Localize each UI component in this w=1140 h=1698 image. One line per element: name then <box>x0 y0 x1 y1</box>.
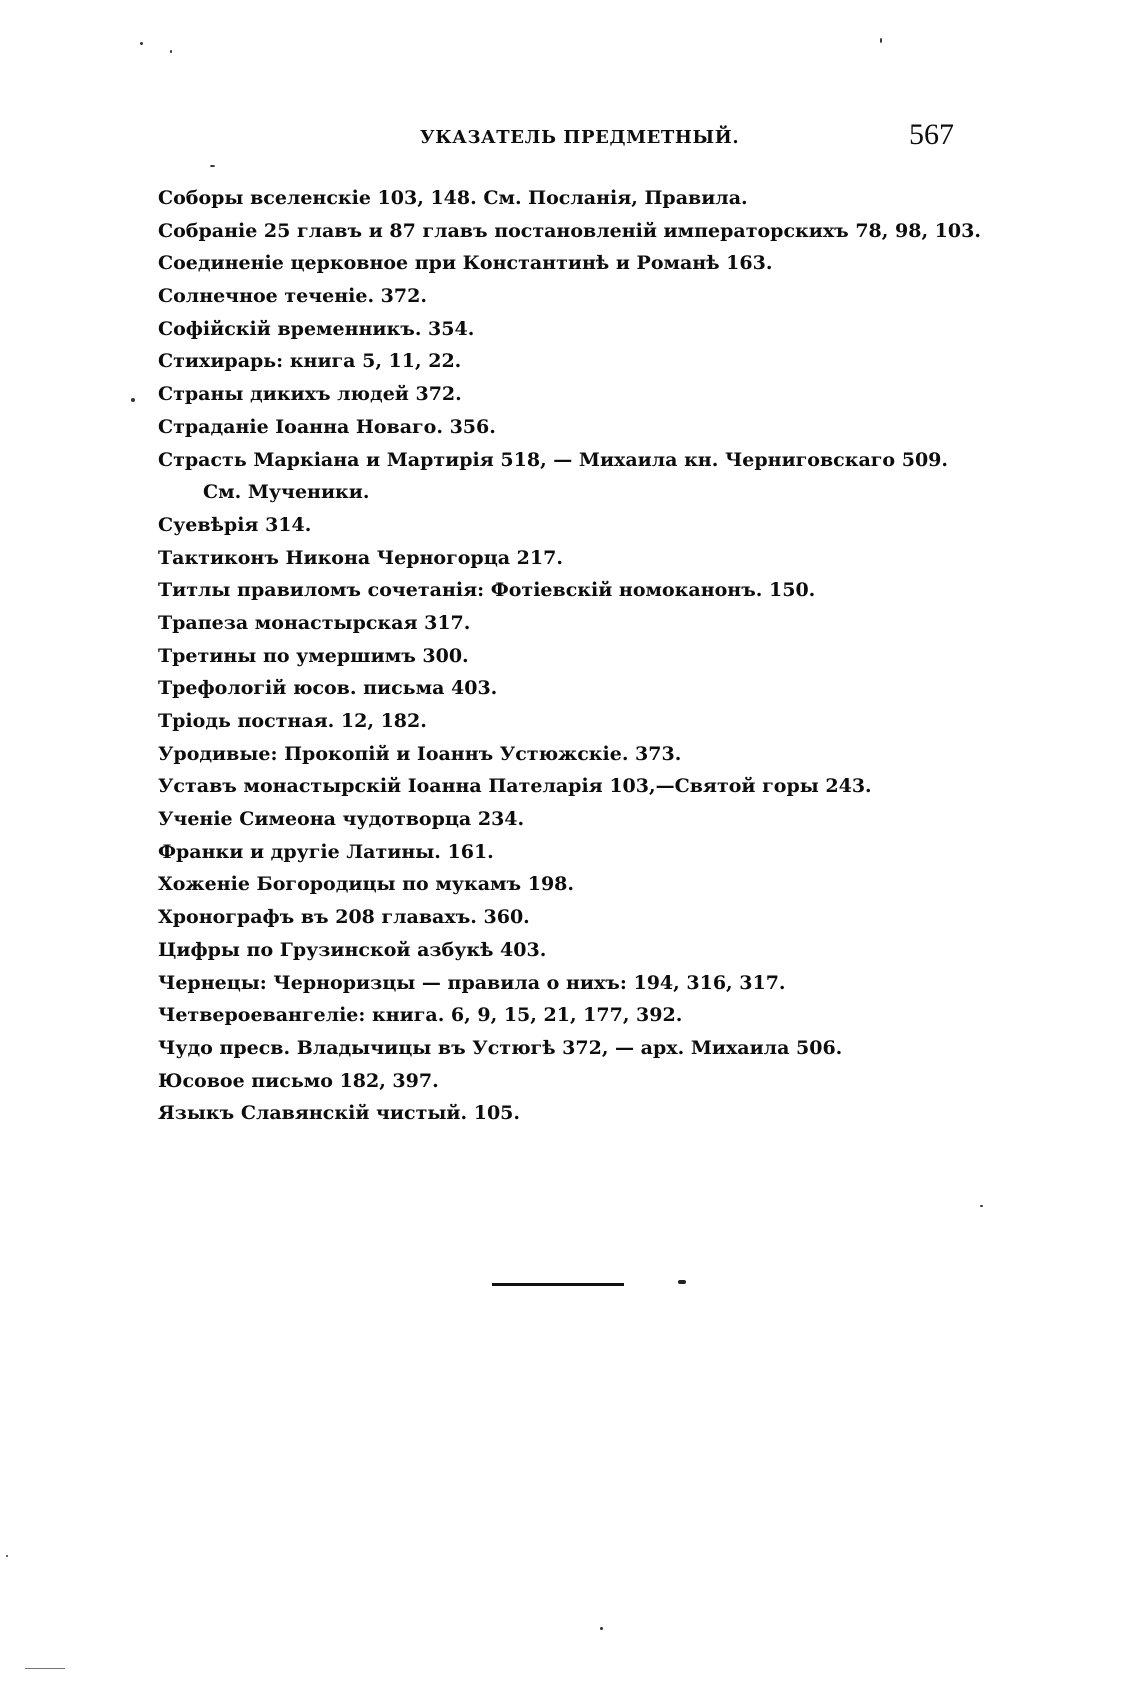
scan-speck <box>25 1668 65 1669</box>
index-entry-continuation: См. Мученики. <box>203 481 370 504</box>
index-entry: Тріодь постная. 12, 182. <box>158 710 427 732</box>
index-entry: Соединеніе церковное при Константинѣ и Романѣ 163. <box>158 252 773 275</box>
index-entry: Чудо пресв. Владычицы въ Устюгѣ 372, — арх. Михаила 506. <box>158 1036 843 1059</box>
index-entry: Хронографъ въ 208 главахъ. 360. <box>158 906 530 929</box>
index-entry: Титлы правиломъ сочетанія: Фотіевскій номоканонъ. 150. <box>158 579 816 602</box>
index-entry: Стихирарь: книга 5, 11, 22. <box>158 350 462 373</box>
scan-speck <box>210 165 215 167</box>
running-title: УКАЗАТЕЛЬ ПРЕДМЕТНЫЙ. <box>420 127 740 148</box>
scan-speck <box>131 398 135 402</box>
scan-speck <box>6 1555 8 1557</box>
index-entry: Четвероевангеліе: книга. 6, 9, 15, 21, 177, 392. <box>158 1004 683 1027</box>
index-entry: Тактиконъ Никона Черногорца 217. <box>158 546 563 569</box>
page-number: 567 <box>909 118 954 151</box>
index-entry: Трапеза монастырская 317. <box>158 611 471 634</box>
end-rule <box>492 1283 624 1286</box>
scan-speck <box>980 1205 983 1207</box>
index-entry: Соборы вселенскіе 103, 148. См. Посланія, Правила. <box>158 187 748 209</box>
index-entry: Языкъ Славянскій чистый. 105. <box>158 1102 521 1125</box>
index-entry: Третины по умершимъ 300. <box>158 644 469 667</box>
index-entry: Юсовое письмо 182, 397. <box>158 1069 439 1092</box>
scan-speck <box>600 1627 603 1630</box>
index-entry: Ученіе Симеона чудотворца 234. <box>158 808 525 831</box>
index-entry: Суевѣрія 314. <box>158 513 312 536</box>
scan-speck <box>140 42 143 45</box>
index-entry: Трефологій юсов. письма 403. <box>158 677 498 700</box>
index-entry: Уставъ монастырскій Іоанна Пателарія 103,—Святой горы 243. <box>158 775 872 798</box>
index-entry: Хоженіе Богородицы по мукамъ 198. <box>158 873 575 896</box>
index-entry: Собраніе 25 главъ и 87 главъ постановленій императорскихъ 78, 98, 103. <box>158 219 981 242</box>
index-entry: Софійскій временникъ. 354. <box>158 317 475 340</box>
index-entry: Цифры по Грузинской азбукѣ 403. <box>158 938 547 961</box>
scan-speck <box>170 50 172 53</box>
index-entry: Страсть Маркіана и Мартирія 518, — Михаила кн. Черниговскаго 509. <box>158 448 948 471</box>
index-entry: Уродивые: Прокопій и Іоаннъ Устюжскіе. 373. <box>158 742 682 765</box>
end-rule-mark <box>678 1280 686 1284</box>
index-entry: Страданіе Іоанна Новаго. 356. <box>158 415 496 438</box>
subject-index-list <box>158 182 981 1130</box>
running-head <box>420 118 954 158</box>
index-entry: Солнечное теченіе. 372. <box>158 285 427 308</box>
index-entry: Страны дикихъ людей 372. <box>158 383 462 406</box>
index-entry: Франки и другіе Латины. 161. <box>158 840 494 863</box>
scan-speck <box>880 38 882 43</box>
index-entry: Чернецы: Черноризцы — правила о нихъ: 194, 316, 317. <box>158 971 786 994</box>
